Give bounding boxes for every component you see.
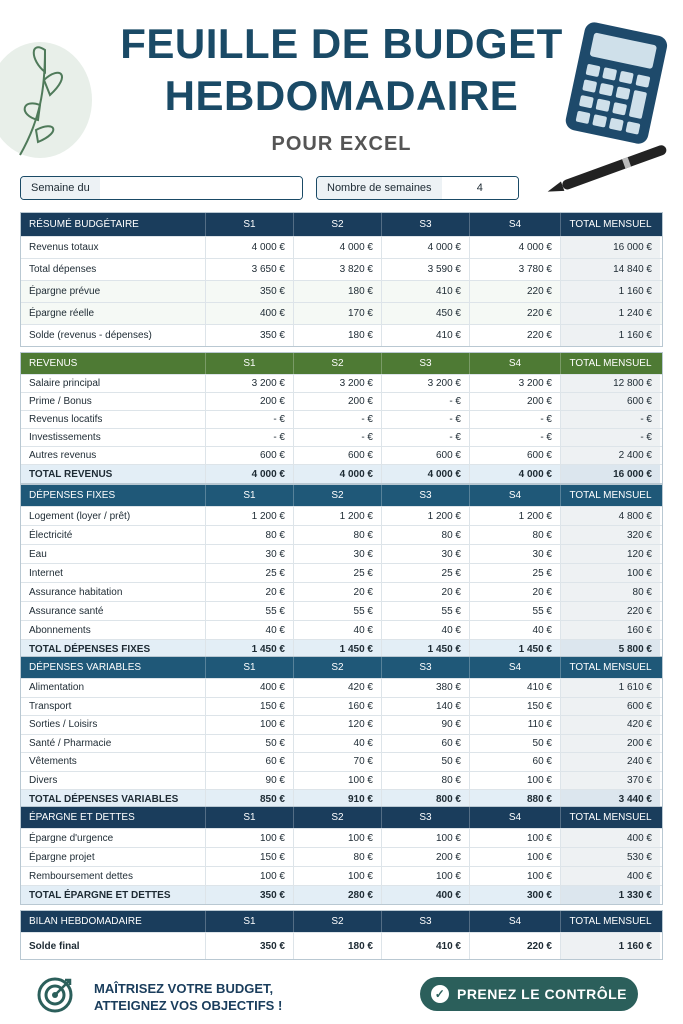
cell-value: 40 € [294,735,382,753]
section-title: DÉPENSES FIXES [21,485,206,506]
table-row [21,564,662,583]
table-row [21,281,662,303]
column-header: S1 [206,353,294,374]
total-value: 350 € [206,886,294,904]
row-label: Électricité [21,526,206,544]
cell-value: 380 € [382,679,470,697]
cell-value: 25 € [382,564,470,582]
cell-value: 600 € [382,447,470,464]
cell-value: - € [470,429,561,446]
column-header: S1 [206,657,294,678]
cell-value: 1 240 € [561,303,660,324]
column-header: TOTAL MENSUEL [561,807,660,828]
cell-value: 100 € [294,867,382,885]
cell-value: 410 € [470,679,561,697]
cell-value: 40 € [470,621,561,639]
cell-value: 1 610 € [561,679,660,697]
total-row [21,886,662,904]
row-label: Divers [21,772,206,790]
cell-value: 350 € [206,933,294,959]
table-row [21,716,662,735]
income-table [20,352,663,484]
total-value: 1 450 € [294,640,382,658]
total-value: 3 440 € [561,790,660,808]
cell-value: 100 € [382,867,470,885]
total-value: 850 € [206,790,294,808]
cell-value: 200 € [294,393,382,410]
cell-value: 120 € [294,716,382,734]
cell-value: 420 € [561,716,660,734]
cell-value: 55 € [294,602,382,620]
cell-value: 14 840 € [561,259,660,280]
cell-value: 410 € [382,325,470,346]
row-label: Eau [21,545,206,563]
cta-label: PRENEZ LE CONTRÔLE [456,986,627,1002]
cell-value: 420 € [294,679,382,697]
cell-value: 4 800 € [561,507,660,525]
table-row [21,933,662,959]
column-header: TOTAL MENSUEL [561,213,660,236]
target-icon [36,976,74,1014]
section-title: ÉPARGNE ET DETTES [21,807,206,828]
section-title: REVENUS [21,353,206,374]
week-start-input[interactable] [100,177,302,199]
week-start-field[interactable] [20,176,303,200]
cell-value: 70 € [294,753,382,771]
cell-value: 3 820 € [294,259,382,280]
cell-value: - € [561,411,660,428]
row-label: Assurance santé [21,602,206,620]
table-row [21,325,662,346]
row-label: Abonnements [21,621,206,639]
table-header [21,657,662,679]
row-label: Salaire principal [21,375,206,392]
cell-value: 80 € [561,583,660,601]
cell-value: - € [561,429,660,446]
cell-value: 400 € [561,829,660,847]
cell-value: 160 € [294,698,382,716]
cell-value: 220 € [470,933,561,959]
cell-value: 80 € [382,526,470,544]
cell-value: 400 € [561,867,660,885]
cell-value: 100 € [470,772,561,790]
cell-value: 25 € [206,564,294,582]
column-header: TOTAL MENSUEL [561,353,660,374]
cell-value: 100 € [206,867,294,885]
cell-value: 3 200 € [382,375,470,392]
cell-value: 150 € [206,698,294,716]
row-label: Alimentation [21,679,206,697]
column-header: S3 [382,213,470,236]
row-label: Vêtements [21,753,206,771]
cell-value: 220 € [470,325,561,346]
cell-value: 370 € [561,772,660,790]
row-label: Internet [21,564,206,582]
summary-table [20,212,663,347]
cell-value: 60 € [206,753,294,771]
table-row [21,447,662,465]
table-row [21,545,662,564]
cell-value: 320 € [561,526,660,544]
cell-value: 50 € [382,753,470,771]
cell-value: 180 € [294,325,382,346]
cell-value: 20 € [382,583,470,601]
table-header [21,213,662,237]
column-header: S3 [382,807,470,828]
row-label: Investissements [21,429,206,446]
cell-value: 200 € [470,393,561,410]
row-label: Revenus locatifs [21,411,206,428]
cell-value: 4 000 € [206,237,294,258]
table-row [21,259,662,281]
cell-value: 12 800 € [561,375,660,392]
table-header [21,807,662,829]
table-row [21,829,662,848]
cell-value: 25 € [294,564,382,582]
cell-value: 100 € [470,867,561,885]
total-value: 4 000 € [206,465,294,483]
section-title: DÉPENSES VARIABLES [21,657,206,678]
total-value: 4 000 € [294,465,382,483]
cell-value: 3 200 € [470,375,561,392]
cell-value: 410 € [382,933,470,959]
cell-value: 600 € [561,698,660,716]
column-header: S2 [294,353,382,374]
cell-value: 100 € [294,829,382,847]
table-row [21,621,662,640]
cell-value: 100 € [206,829,294,847]
cell-value: 3 780 € [470,259,561,280]
cell-value: 100 € [294,772,382,790]
cell-value: 60 € [470,753,561,771]
cell-value: 4 000 € [294,237,382,258]
total-value: 280 € [294,886,382,904]
total-value: 880 € [470,790,561,808]
total-value: 910 € [294,790,382,808]
cell-value: 350 € [206,281,294,302]
row-label: Prime / Bonus [21,393,206,410]
table-row [21,602,662,621]
savings-debts-table [20,806,663,905]
cell-value: 400 € [206,679,294,697]
total-label: TOTAL REVENUS [21,465,206,483]
cell-value: - € [382,429,470,446]
table-row [21,507,662,526]
week-start-label: Semaine du [21,177,100,199]
cell-value: 1 200 € [294,507,382,525]
cell-value: 90 € [382,716,470,734]
cell-value: 25 € [470,564,561,582]
column-header: S3 [382,353,470,374]
cell-value: 30 € [382,545,470,563]
table-row [21,848,662,867]
row-label: Total dépenses [21,259,206,280]
cell-value: 350 € [206,325,294,346]
row-label: Épargne projet [21,848,206,866]
column-header: S4 [470,213,561,236]
cell-value: - € [294,429,382,446]
column-header: S4 [470,485,561,506]
table-row [21,393,662,411]
total-value: 4 000 € [382,465,470,483]
table-row [21,772,662,791]
cell-value: 100 € [561,564,660,582]
total-value: 16 000 € [561,465,660,483]
cell-value: 4 000 € [382,237,470,258]
cell-value: 30 € [470,545,561,563]
cell-value: 150 € [470,698,561,716]
row-label: Transport [21,698,206,716]
row-label: Santé / Pharmacie [21,735,206,753]
cell-value: 600 € [206,447,294,464]
cell-value: 50 € [470,735,561,753]
cell-value: 400 € [206,303,294,324]
table-row [21,375,662,393]
row-label: Épargne prévue [21,281,206,302]
cell-value: 160 € [561,621,660,639]
cell-value: 530 € [561,848,660,866]
cell-value: 90 € [206,772,294,790]
cell-value: 55 € [382,602,470,620]
cell-value: 1 200 € [382,507,470,525]
column-header: S1 [206,911,294,932]
row-label: Logement (loyer / prêt) [21,507,206,525]
cell-value: 240 € [561,753,660,771]
column-header: S4 [470,657,561,678]
cell-value: 150 € [206,848,294,866]
section-title: RÉSUMÉ BUDGÉTAIRE [21,213,206,236]
cell-value: 80 € [294,848,382,866]
cell-value: 20 € [470,583,561,601]
table-row [21,698,662,717]
total-value: 4 000 € [470,465,561,483]
row-label: Sorties / Loisirs [21,716,206,734]
column-header: S3 [382,911,470,932]
cell-value: 55 € [206,602,294,620]
cell-value: 180 € [294,281,382,302]
table-row [21,526,662,545]
table-row [21,735,662,754]
table-row [21,303,662,325]
column-header: S4 [470,807,561,828]
total-value: 800 € [382,790,470,808]
cell-value: 1 200 € [470,507,561,525]
cell-value: 40 € [294,621,382,639]
column-header: S1 [206,213,294,236]
cell-value: 220 € [470,281,561,302]
row-label: Épargne réelle [21,303,206,324]
fixed-expenses-table [20,484,663,659]
total-value: 1 450 € [382,640,470,658]
cell-value: 3 590 € [382,259,470,280]
cell-value: 220 € [470,303,561,324]
cell-value: 200 € [206,393,294,410]
total-row [21,465,662,483]
cell-value: 40 € [206,621,294,639]
cell-value: 4 000 € [470,237,561,258]
variable-expenses-table [20,656,663,809]
page-subtitle: POUR EXCEL [271,133,412,155]
column-header: TOTAL MENSUEL [561,657,660,678]
total-label: TOTAL DÉPENSES FIXES [21,640,206,658]
total-value: 300 € [470,886,561,904]
cell-value: 600 € [294,447,382,464]
column-header: S1 [206,485,294,506]
column-header: S4 [470,911,561,932]
row-label: Solde (revenus - dépenses) [21,325,206,346]
cell-value: 3 650 € [206,259,294,280]
cell-value: 600 € [470,447,561,464]
cell-value: 80 € [294,526,382,544]
row-label: Autres revenus [21,447,206,464]
week-count-label: Nombre de semaines [317,177,442,199]
page-title-line2: HEBDOMADAIRE [164,72,519,119]
cell-value: 200 € [561,735,660,753]
cell-value: 3 200 € [294,375,382,392]
table-header [21,485,662,507]
column-header: S2 [294,657,382,678]
cell-value: 20 € [206,583,294,601]
cell-value: 1 200 € [206,507,294,525]
cell-value: 1 160 € [561,325,660,346]
cell-value: 120 € [561,545,660,563]
cell-value: 110 € [470,716,561,734]
cell-value: 80 € [470,526,561,544]
column-header: S2 [294,911,382,932]
column-header: S2 [294,807,382,828]
cell-value: 30 € [294,545,382,563]
column-header: S2 [294,485,382,506]
row-label: Épargne d'urgence [21,829,206,847]
cell-value: 60 € [382,735,470,753]
cell-value: 2 400 € [561,447,660,464]
cell-value: 140 € [382,698,470,716]
page-title-line1: FEUILLE DE BUDGET [120,20,563,67]
table-row [21,237,662,259]
weekly-balance-table [20,910,663,960]
cell-value: 30 € [206,545,294,563]
table-row [21,753,662,772]
row-label: Revenus totaux [21,237,206,258]
cell-value: 600 € [561,393,660,410]
section-title: BILAN HEBDOMADAIRE [21,911,206,932]
cell-value: 16 000 € [561,237,660,258]
cell-value: 3 200 € [206,375,294,392]
total-value: 1 330 € [561,886,660,904]
cell-value: 100 € [382,829,470,847]
total-label: TOTAL DÉPENSES VARIABLES [21,790,206,808]
row-label: Solde final [21,933,206,959]
cell-value: 1 160 € [561,281,660,302]
cell-value: - € [470,411,561,428]
column-header: S1 [206,807,294,828]
cell-value: 55 € [470,602,561,620]
total-value: 1 450 € [206,640,294,658]
cell-value: 220 € [561,602,660,620]
cell-value: 20 € [294,583,382,601]
column-header: S3 [382,657,470,678]
cell-value: 80 € [206,526,294,544]
cell-value: - € [382,411,470,428]
week-count-field[interactable] [316,176,519,200]
column-header: TOTAL MENSUEL [561,911,660,932]
cell-value: 40 € [382,621,470,639]
row-label: Remboursement dettes [21,867,206,885]
slogan-line1: MAÎTRISEZ VOTRE BUDGET, [94,981,274,996]
cell-value: 100 € [470,848,561,866]
table-row [21,867,662,886]
cell-value: 1 160 € [561,933,660,959]
cell-value: 180 € [294,933,382,959]
table-row [21,583,662,602]
footer-slogan [94,980,282,1014]
cell-value: - € [206,411,294,428]
cell-value: - € [382,393,470,410]
column-header: TOTAL MENSUEL [561,485,660,506]
total-value: 5 800 € [561,640,660,658]
week-count-input[interactable]: 4 [442,177,518,199]
total-label: TOTAL ÉPARGNE ET DETTES [21,886,206,904]
cell-value: 170 € [294,303,382,324]
table-row [21,679,662,698]
slogan-line2: ATTEIGNEZ VOS OBJECTIFS ! [94,998,283,1013]
cell-value: - € [294,411,382,428]
cell-value: 200 € [382,848,470,866]
table-header [21,353,662,375]
row-label: Assurance habitation [21,583,206,601]
column-header: S3 [382,485,470,506]
column-header: S4 [470,353,561,374]
cell-value: 450 € [382,303,470,324]
total-value: 400 € [382,886,470,904]
cell-value: 100 € [470,829,561,847]
table-row [21,411,662,429]
cell-value: 410 € [382,281,470,302]
cell-value: 50 € [206,735,294,753]
column-header: S2 [294,213,382,236]
take-control-button[interactable] [420,977,638,1011]
cell-value: - € [206,429,294,446]
cell-value: 100 € [206,716,294,734]
table-row [21,429,662,447]
table-header [21,911,662,933]
check-icon: ✓ [431,985,449,1003]
cell-value: 80 € [382,772,470,790]
total-value: 1 450 € [470,640,561,658]
